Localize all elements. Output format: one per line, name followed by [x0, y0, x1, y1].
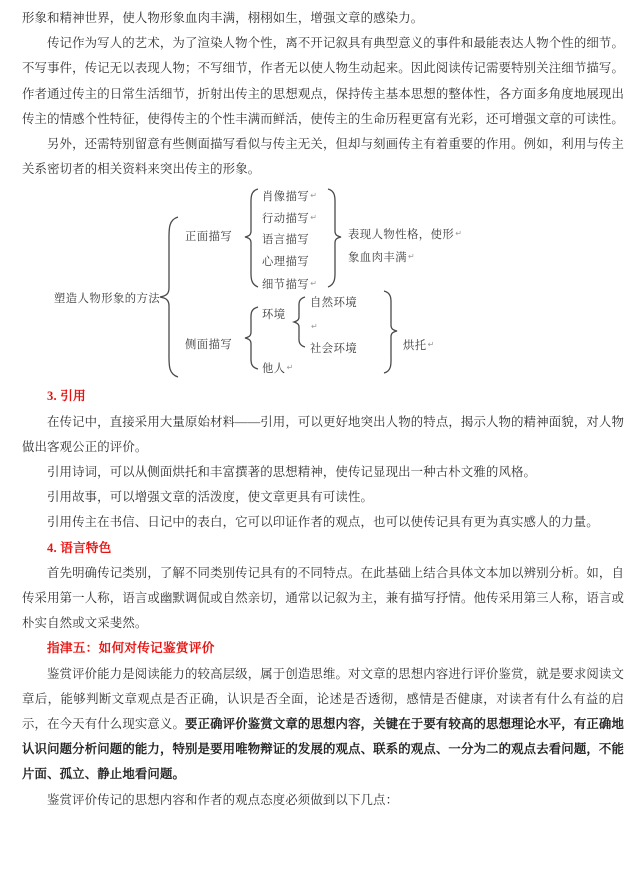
paragraph-mark-icon: ↵: [455, 229, 463, 239]
paragraph-mark-icon: ↵: [427, 340, 435, 350]
section-heading-language-style: 4. 语言特色: [47, 540, 112, 555]
front-children-brace: [244, 188, 260, 288]
paragraph: 另外，还需特别留意有些侧面描写看似与传主无关，但却与刻画传主有着重要的作用。例如，利用与传主关系密切者的相关资料来突出传主的形象。: [22, 137, 624, 177]
side-result-brace: [382, 290, 398, 374]
diagram-side-result: [403, 338, 435, 352]
diagram-front-child: [262, 211, 317, 225]
diagram-front-child: [262, 277, 317, 291]
diagram-environment-pilcrow: [310, 320, 318, 334]
section-heading-quote: 3. 引用: [47, 389, 86, 404]
paragraph: 传记作为写人的艺术，为了渲染人物个性，离不开记叙具有典型意义的事件和最能表达人物个性的细节。不写事件，传记无以表现人物；不写细节，作者无以使人物生动起来。因此阅读传记需要特别关注细节描写。作者通过传主的日常生活细节，折射出传主的思想观点，保持传主基本思想的整体性，各方面多角度地展现出传主的情感个性特征，使得传主的个性丰满而鲜活，使传主的生命历程更富有光彩，还可增强文章的可读性。: [22, 36, 624, 126]
section-heading-guide-five: 指津五：如何对传记鉴赏评价: [47, 641, 215, 656]
diagram-front-result-line1: [348, 227, 462, 241]
paragraph: 引用诗词，可以从侧面烘托和丰富撰著的思想精神，使传记显现出一种古朴文雅的风格。: [47, 465, 537, 480]
root-brace: [158, 216, 180, 378]
paragraph: 首先明确传记类别，了解不同类别传记具有的不同特点。在此基础上结合具体文本加以辨别分析。如，自传采用第一人称，语言或幽默调侃或自然亲切，通常以记叙为主，兼有描写抒情。他传采用第三人称，语言或朴实自然或文采斐然。: [22, 565, 624, 631]
paragraph-mark-icon: ↵: [286, 363, 294, 373]
diagram-environment-child: 社会环境: [310, 342, 358, 356]
diagram-front-child: 心理描写: [262, 255, 310, 269]
paragraph-mark-icon: ↵: [311, 322, 319, 332]
diagram-node-label: 烘托: [403, 339, 427, 353]
paragraph: 引用传主在书信、日记中的表白，它可以印证作者的观点，也可以使传记具有更为真实感人的力量。: [47, 515, 599, 530]
diagram-side-child-environment: 环境: [262, 308, 286, 322]
diagram-node-label: 细节描写: [262, 278, 310, 292]
diagram-environment-child: 自然环境: [310, 296, 358, 310]
diagram-node-label: 象血肉丰满: [348, 251, 407, 265]
environment-children-brace: [293, 296, 307, 348]
paragraph-run-bold: 要正确评价鉴赏文章的思想内容，关键在于要有较高的思想理论水平，有正确地认识问题分析问题的能力，特别是要用唯物辩证的发展的观点、联系的观点、一分为二的观点去看问题，不能片面、孤立、静止地看问题。: [22, 717, 625, 782]
front-result-brace: [326, 188, 342, 288]
paragraph: 引用故事，可以增强文章的活泼度，使文章更具有可读性。: [47, 490, 374, 505]
paragraph-mark-icon: ↵: [408, 252, 416, 262]
diagram-node-label: 行动描写: [262, 212, 310, 226]
side-children-brace: [244, 306, 260, 370]
paragraph-mixed: [22, 662, 624, 788]
paragraph-mark-icon: ↵: [310, 279, 318, 289]
paragraph-run-normal: 鉴赏评价能力是阅读能力的较高层级，属于创造思维。对文章的思想内容进行评价鉴赏，就是要求阅读文章后，能够判断文章观点是否正确，认识是否全面，论述是否透彻，感情是否健康，对读者有什么有益的启示，在今天有什么现实意义。: [22, 666, 624, 732]
diagram-branch-side: 侧面描写: [185, 338, 233, 352]
diagram-node-label: 表现人物性格，使形: [348, 228, 455, 242]
character-portrayal-bracket-diagram: [22, 186, 628, 382]
diagram-side-child-others: [262, 361, 294, 375]
diagram-node-label: 肖像描写: [262, 190, 310, 204]
diagram-front-child: 语言描写: [262, 233, 310, 247]
paragraph-mark-icon: ↵: [310, 191, 318, 201]
diagram-node-label: 他人: [262, 362, 286, 376]
diagram-root-label: 塑造人物形象的方法: [54, 292, 161, 306]
paragraph: 形象和精神世界，使人物形象血肉丰满，栩栩如生，增强文章的感染力。: [22, 11, 424, 25]
diagram-front-result-line2: [348, 250, 415, 264]
diagram-front-child: [262, 189, 317, 203]
paragraph-mark-icon: ↵: [310, 213, 318, 223]
paragraph: 鉴赏评价传记的思想内容和作者的观点态度必须做到以下几点：: [47, 792, 399, 807]
diagram-branch-front: 正面描写: [185, 230, 233, 244]
paragraph: 在传记中，直接采用大量原始材料——引用，可以更好地突出人物的特点，揭示人物的精神面貌，对人物做出客观公正的评价。: [22, 414, 624, 454]
